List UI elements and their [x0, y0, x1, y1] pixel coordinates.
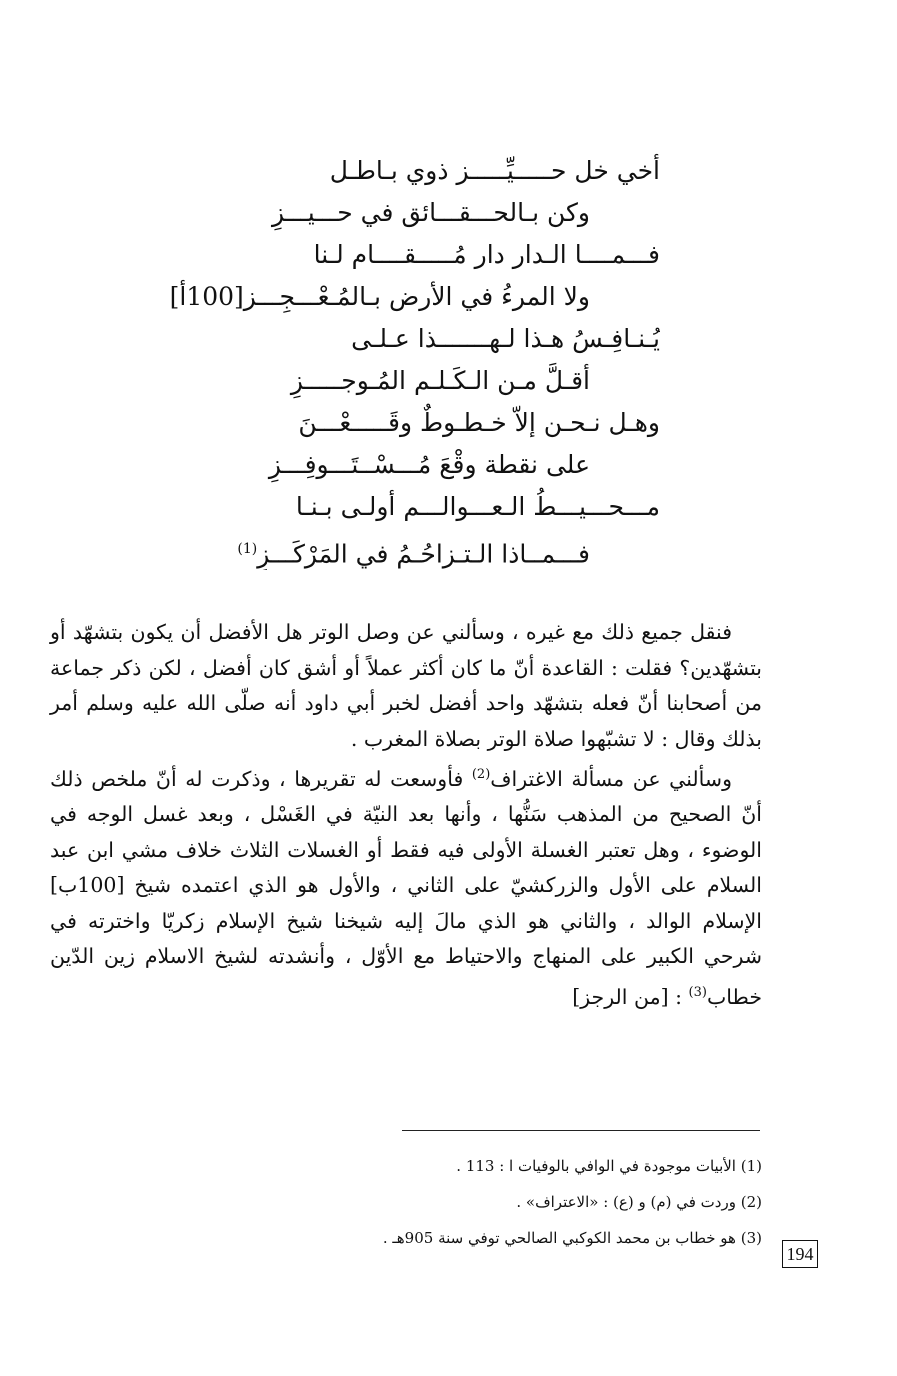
- footnote-ref-3[interactable]: (3): [688, 984, 707, 1000]
- verse-line: أخي خل حـــــيِّـــــز ذوي بـاطـل: [329, 156, 660, 185]
- verse-line: يُـنـافِـسُ هـذا لـهـــــــذا عـلـى: [351, 324, 660, 353]
- verse-line: على نقطة وقْعَ مُـــسْــتَـــوفِـــزِ: [268, 450, 590, 479]
- prose-body: [50, 615, 762, 1015]
- verse-line-last: [150, 528, 660, 570]
- paragraph-2-part-b: فأوسعت له تقريرها ، وذكرت له أنّ ملخص ذلك أنّ الصحيح من المذهب سَنُّها ، وأنها بعد النيّة في الغَسْل ، وبعد غسل الوجه في الوضوء ، وهل تعتبر الغسلة الأولى فيه فقط أو الغسلات الثلاث خلاف مشي ابن عبد السلام على الأول والزركشيّ على الثاني ، والأول هو الذي اعتمده شيخ [100ب] الإسلام الوالد ، والثاني هو الذي مالَ إليه شيخنا شيخ الإسلام زكريّا واخترته في شرحي الكبير على المنهاج والاحتياط مع الأوّل ، وأنشدته لشيخ الاسلام زين الدّين خطاب: [50, 766, 762, 1009]
- paragraph-1: فنقل جميع ذلك مع غيره ، وسألني عن وصل الوتر هل الأفضل أن يكون بتشهّد أو بتشهّدين؟ فقلت : القاعدة أنّ ما كان أكثر عملاً أو أشق كان أفضل ، لكن ذكر جماعة من أصحابنا أنّ فعله بتشهّد واحد أفضل لخبر أبي داود أنه صلّى الله عليه وسلم أمر بذلك وقال : لا تشبّهوا صلاة الوتر بصلاة المغرب .: [50, 620, 762, 751]
- paragraph-2-part-c: : [من الرجز]: [572, 984, 689, 1009]
- verse-line: فـــمــــا الـدار دار مُـــــقــــام لـنا: [313, 240, 660, 269]
- footnote-ref-2[interactable]: (2): [471, 767, 491, 782]
- footnote-divider: [402, 1130, 760, 1131]
- verse-line: أقـلَّ مـن الـكَـلـم المُـوجـــــزِ: [290, 366, 590, 395]
- verse-text: فـــمــاذا الـتـزاحُـمُ في المَرْكَـــزِ: [257, 539, 590, 569]
- footnote-1: (1) الأبيات موجودة في الوافي بالوفيات ا : 113 .: [456, 1157, 762, 1175]
- verse-line: ولا المرءُ في الأرض بـالمُـعْـــجِـــز[100أ]: [169, 282, 590, 311]
- footnote-ref-1[interactable]: (1): [237, 541, 258, 557]
- verse-line: مـــحـــيـــطُ الـعـــوالـــم أولـى بـنـا: [295, 492, 660, 521]
- footnote-2: (2) وردت في (م) و (ع) : «الاعتراف» .: [516, 1193, 762, 1211]
- page-number: 194: [782, 1240, 818, 1268]
- verse-line: وكن بـالحـــقـــائق في حـــيـــزِ: [271, 198, 590, 227]
- verse-line: وهـل نـحـن إلاّ خـطـوطٌ وقَـــــعْـــنَ: [298, 408, 660, 437]
- footnote-3: (3) هو خطاب بن محمد الكوكبي الصالحي توفي سنة 905هـ .: [382, 1229, 762, 1247]
- footnotes: [150, 1148, 762, 1256]
- poem: [150, 150, 660, 570]
- paragraph-2: [50, 757, 762, 1015]
- paragraph-2-part-a: وسألني عن مسألة الاغتراف: [490, 766, 732, 791]
